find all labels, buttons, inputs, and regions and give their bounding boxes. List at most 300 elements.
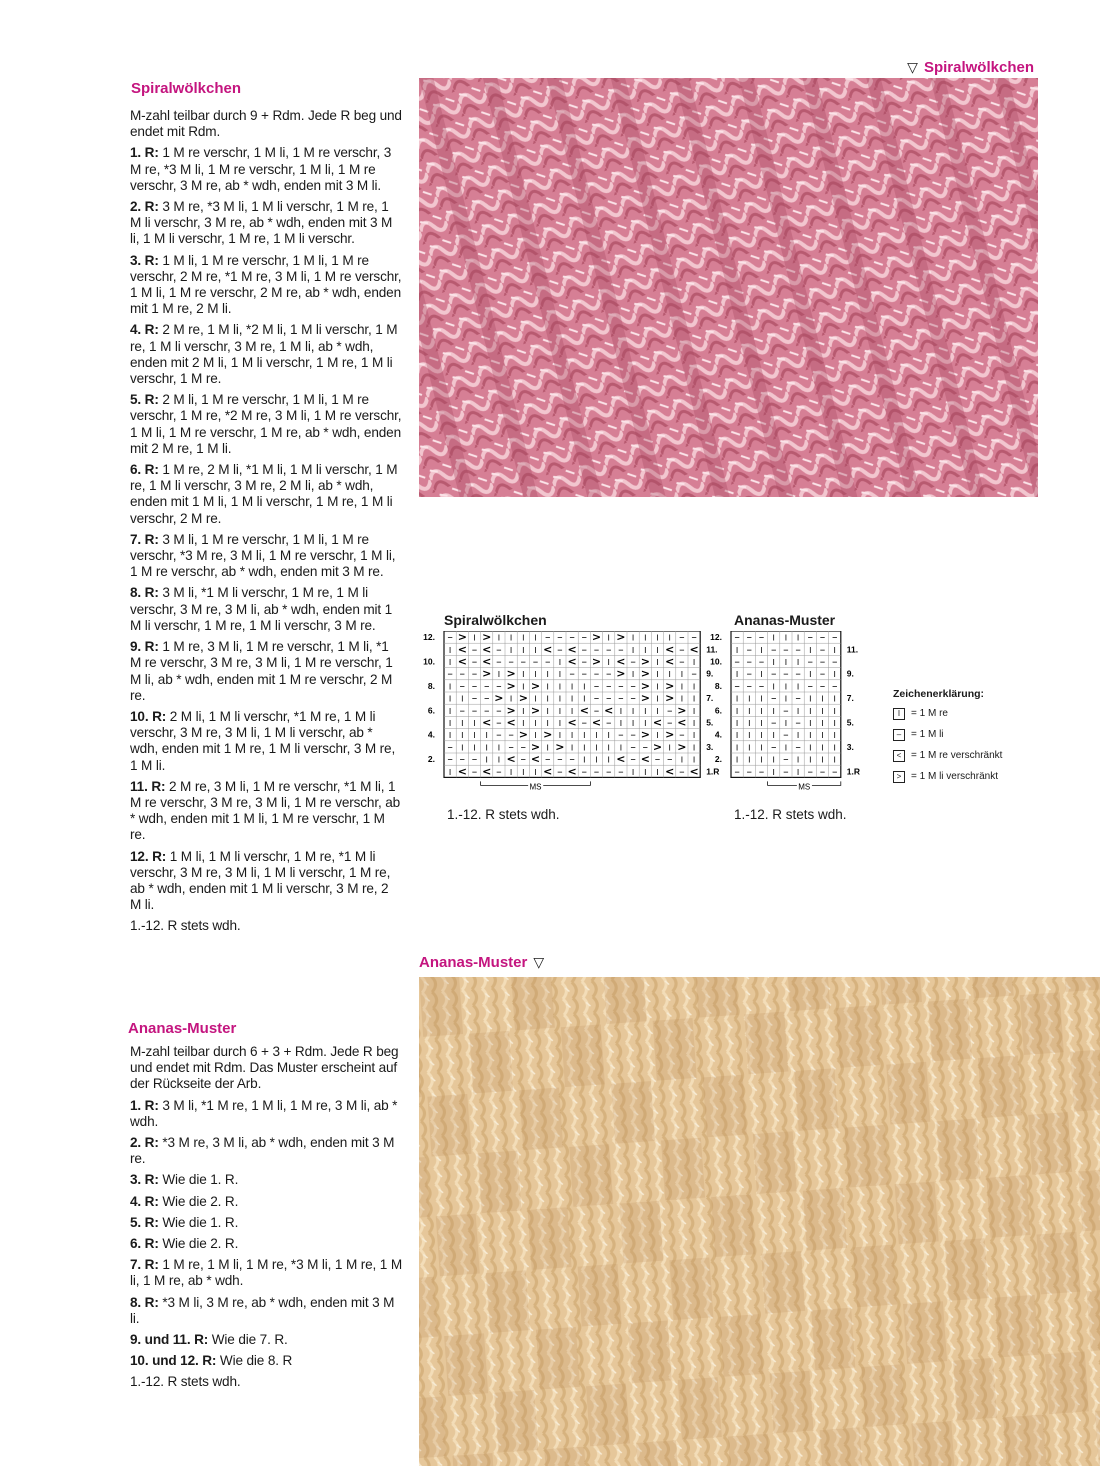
chart-symbol: >	[506, 667, 516, 681]
chart-symbol: –	[605, 679, 612, 693]
chart-symbol: –	[471, 655, 478, 668]
legend-text: = 1 M li	[911, 729, 944, 740]
chart-ananas-title: Ananas-Muster	[734, 612, 836, 628]
chart-symbol: >	[640, 691, 650, 705]
chart-symbol: I	[760, 645, 763, 655]
row-lead: 9. und 11. R:	[130, 1332, 209, 1348]
row-lead: 1. R:	[130, 1097, 159, 1113]
chart-symbol: I	[534, 767, 537, 777]
chart-symbol: –	[581, 631, 588, 644]
chart-symbol: I	[558, 706, 562, 716]
chart-symbol: I	[772, 731, 775, 741]
chart-symbol: I	[656, 670, 659, 680]
legend-item	[893, 766, 1002, 787]
chart-symbol: <	[530, 752, 541, 766]
chart-symbol: >	[640, 679, 650, 693]
chart-symbol: I	[473, 743, 476, 753]
instruction-paragraph	[130, 1236, 402, 1252]
row-lead: 5. R:	[130, 1214, 159, 1230]
row-lead: 6. R:	[130, 462, 159, 478]
chart-symbol: <	[482, 716, 492, 729]
chart-symbol: –	[557, 631, 563, 644]
chart-symbol: <	[677, 716, 687, 729]
chart-symbol: –	[459, 679, 466, 693]
chart-symbol: I	[735, 743, 739, 753]
chart-symbol: –	[783, 728, 789, 742]
chart-symbol: –	[508, 655, 514, 668]
chart-symbol: >	[506, 703, 516, 717]
chart-symbol: I	[497, 633, 501, 643]
chart-symbol: I	[748, 694, 751, 704]
row-text: 2 M re, 1 M li, *2 M li, 1 M li verschr, 1 M re, 1 M li verschr, 3 M re, 1 M li, ab * wdh, enden mit 2 M li, 1 M li verschr, 1 M re, 1 M li verschr, 1 M re.	[130, 322, 398, 387]
chart-symbol: I	[534, 645, 537, 655]
chart-symbol: >	[482, 631, 492, 644]
row-lead: 10. R:	[130, 708, 167, 724]
ms-label: MS	[529, 782, 542, 792]
chart-symbol: <	[665, 642, 675, 656]
row-label-right: 1.R	[846, 766, 861, 777]
chart-symbol: I	[619, 743, 623, 753]
chart-symbol: I	[821, 755, 824, 765]
chart-symbol: I	[735, 645, 739, 655]
chart-symbol: –	[471, 703, 478, 717]
row-label-right: 7.	[846, 693, 854, 704]
chart-symbol: I	[570, 682, 574, 692]
chart-symbol: –	[746, 642, 753, 656]
chart-symbol: I	[735, 706, 739, 716]
spiral-title: Spiralwölkchen	[131, 80, 242, 97]
chart-symbol: –	[758, 764, 765, 778]
chart-symbol: –	[496, 716, 502, 729]
chart-symbol: I	[461, 719, 464, 728]
chart-symbol: <	[543, 642, 553, 656]
chart-symbol: I	[772, 706, 775, 716]
legend-item	[893, 703, 1002, 724]
chart-symbol: –	[544, 655, 551, 668]
instruction-paragraph	[130, 585, 402, 634]
chart-symbol: I	[784, 633, 788, 643]
chart-symbol: I	[796, 633, 800, 643]
chart-symbol: I	[448, 719, 452, 728]
chart-symbol: –	[520, 752, 527, 766]
chart-symbol: –	[831, 655, 838, 668]
chart-symbol: I	[809, 719, 812, 728]
chart-symbol: –	[746, 655, 753, 668]
chart-symbol: <	[506, 716, 516, 729]
chart-symbol: –	[618, 728, 624, 742]
chart-symbol: <	[457, 764, 467, 778]
row-lead: 7. R:	[130, 1257, 159, 1273]
chart-symbol: I	[570, 694, 574, 704]
chart-symbol: I	[448, 706, 452, 716]
chart-symbol: I	[833, 755, 836, 765]
chart-symbol: I	[784, 743, 788, 753]
chart-symbol: I	[607, 633, 610, 643]
chart-symbol: –	[569, 752, 575, 766]
chart-symbol: –	[758, 631, 765, 644]
row-lead: 10. und 12. R:	[130, 1353, 217, 1369]
chart-symbol: –	[532, 655, 539, 668]
row-label-left: 6.	[427, 705, 435, 716]
chart-symbol: –	[557, 764, 563, 778]
chart-symbol: –	[508, 740, 514, 754]
chart-symbol: I	[833, 743, 836, 753]
chart-symbol: I	[497, 755, 501, 765]
ananas-photo-label	[419, 954, 544, 971]
chart-symbol: –	[581, 716, 588, 729]
chart-symbol: –	[831, 679, 838, 693]
chart-symbol: I	[607, 755, 610, 765]
chart-symbol: I	[772, 755, 775, 765]
chart-symbol: –	[520, 740, 527, 754]
instruction-paragraph	[130, 639, 402, 704]
chart-symbol: –	[783, 642, 789, 656]
chart-symbol: I	[656, 682, 659, 692]
row-label-left: 8.	[714, 680, 722, 691]
row-label-left: 8.	[427, 680, 435, 691]
chart-symbol: I	[583, 743, 586, 753]
chart-symbol: I	[534, 731, 537, 741]
chart-symbol: I	[809, 743, 812, 753]
row-lead: 8. R:	[130, 1294, 159, 1310]
chart-symbol: –	[746, 764, 753, 778]
chart-symbol: I	[748, 719, 751, 728]
row-label-right: 11.	[846, 644, 859, 655]
chart-symbol: –	[795, 691, 801, 705]
row-label-right: 5.	[706, 717, 714, 728]
instruction-paragraph	[130, 1295, 402, 1327]
row-text: 2 M li, 1 M li verschr, *1 M re, 1 M li verschr, 3 M re, 3 M li, 1 M li verschr, ab * wdh, enden mit 1 M re, 1 M li verschr, 3 M re, 1 M li.	[130, 708, 396, 773]
chart-symbol: <	[482, 655, 492, 668]
chart-symbol: <	[567, 642, 577, 656]
chart-symbol: I	[809, 706, 812, 716]
chart-symbol: <	[506, 752, 516, 766]
chart-symbol: I	[558, 670, 562, 680]
chart-symbol: I	[796, 731, 800, 741]
chart-symbol: –	[807, 655, 814, 668]
chart-symbol: I	[448, 658, 452, 667]
chart-symbol: –	[819, 764, 826, 778]
chart-symbol: I	[644, 719, 647, 728]
row-label-left: 10.	[710, 656, 722, 667]
instruction-paragraph	[130, 918, 402, 934]
chart-symbol: –	[593, 642, 600, 656]
chart-symbol: >	[518, 728, 528, 742]
chart-symbol: I	[558, 731, 562, 741]
chart-symbol: >	[530, 740, 541, 754]
chart-symbol: I	[760, 743, 763, 753]
chart-symbol: >	[518, 691, 528, 705]
chart-symbol: –	[679, 642, 685, 656]
instruction-paragraph	[130, 1172, 402, 1188]
chart-symbol: <	[457, 642, 467, 656]
chart-symbol: –	[630, 728, 636, 742]
row-label-left: 2.	[714, 754, 722, 765]
row-text: 1.-12. R stets wdh.	[130, 918, 241, 934]
chart-symbol: >	[665, 728, 675, 742]
triangle-icon: ▽	[907, 59, 918, 75]
chart-symbol: I	[784, 682, 788, 692]
chart-symbol: <	[665, 764, 675, 778]
row-lead: 5. R:	[130, 392, 159, 408]
chart-symbol: I	[692, 682, 696, 692]
spiral-instructions	[130, 108, 402, 940]
ananas-photo	[419, 977, 1100, 1466]
row-label-right: 5.	[846, 717, 854, 728]
chart-symbol: –	[807, 764, 814, 778]
instruction-paragraph	[130, 779, 402, 844]
legend-title: Zeichenerklärung	[893, 688, 981, 700]
row-text: 1.-12. R stets wdh.	[130, 1374, 241, 1390]
chart-symbol: I	[534, 633, 537, 643]
chart-symbol: I	[583, 755, 586, 765]
chart-symbol: <	[640, 752, 650, 766]
chart-symbol: –	[746, 667, 753, 681]
row-text: 1 M li, 1 M li verschr, 1 M re, *1 M li verschr, 3 M re, 3 M li, 1 M li verschr, 1 M re, ab * wdh, enden mit 1 M li verschr, 3 M re, 2 M li.	[130, 848, 391, 913]
row-label-left: 12.	[423, 632, 435, 643]
ananas-title: Ananas-Muster	[128, 1020, 237, 1037]
chart-symbol: –	[783, 752, 789, 766]
chart-symbol: >	[677, 740, 687, 754]
row-label-left: 4.	[427, 729, 435, 740]
row-label-right: 7.	[706, 693, 714, 704]
chart-symbol: –	[496, 679, 502, 693]
chart-symbol: –	[471, 679, 478, 693]
chart-symbol: –	[496, 642, 502, 656]
chart-symbol: I	[644, 645, 647, 655]
chart-symbol: I	[534, 670, 537, 680]
chart-symbol: >	[665, 679, 675, 693]
instruction-paragraph	[130, 1257, 402, 1289]
chart-symbol: >	[652, 740, 663, 754]
chart-symbol: I	[809, 755, 812, 765]
chart-symbol: I	[631, 719, 635, 728]
chart-symbol: –	[483, 703, 490, 717]
chart-symbol: –	[679, 728, 685, 742]
chart-symbol: <	[567, 764, 577, 778]
chart-symbol: I	[760, 731, 763, 741]
chart-symbol: I	[522, 767, 525, 777]
chart-symbol: –	[581, 642, 588, 656]
chart-symbol: –	[734, 631, 740, 644]
chart-symbol: I	[735, 670, 739, 680]
chart-symbol: I	[607, 658, 610, 667]
chart-ananas	[707, 631, 869, 806]
legend-symbol: I	[893, 708, 905, 720]
chart-symbol: I	[692, 743, 696, 753]
instruction-paragraph	[130, 709, 402, 774]
chart-symbol: –	[691, 631, 697, 644]
instruction-paragraph	[130, 322, 402, 387]
chart-symbol: >	[591, 655, 602, 668]
row-lead: 9. R:	[130, 639, 159, 655]
chart-symbol: –	[734, 655, 740, 668]
chart-spiral-title: Spiralwölkchen	[444, 612, 547, 628]
chart-symbol: I	[680, 682, 684, 692]
chart-symbol: –	[605, 716, 612, 729]
chart-symbol: <	[567, 655, 577, 668]
chart-symbol: I	[534, 719, 537, 728]
chart-symbol: >	[530, 679, 541, 693]
chart-symbol: I	[735, 755, 739, 765]
instruction-paragraph	[130, 108, 402, 140]
chart-symbol: –	[654, 752, 661, 766]
chart-symbol: I	[522, 670, 525, 680]
chart-symbol: I	[546, 706, 549, 716]
row-text: 3 M li, 1 M re verschr, 1 M li, 1 M re verschr, *3 M re, 3 M li, 1 M re verschr, 1 M li, 1 M re verschr, ab * wdh, enden mit 3 M re.	[130, 531, 396, 580]
row-text: 1 M re, 1 M li, 1 M re, *3 M li, 1 M re, 1 M li, 1 M re, ab * wdh.	[130, 1257, 402, 1289]
chart-symbol: –	[734, 764, 740, 778]
chart-symbol: >	[494, 691, 504, 705]
chart-symbol: –	[630, 691, 636, 705]
chart-symbol: –	[618, 691, 624, 705]
chart-symbol: –	[831, 631, 838, 644]
chart-symbol: <	[567, 716, 577, 729]
chart-symbol: –	[459, 703, 466, 717]
chart-symbol: –	[734, 679, 740, 693]
chart-symbol: I	[668, 743, 671, 753]
chart-symbol: –	[679, 764, 685, 778]
chart-symbol: –	[593, 691, 600, 705]
row-lead: 6. R:	[130, 1236, 159, 1252]
chart-symbol: I	[796, 658, 800, 667]
chart-symbol: –	[795, 716, 801, 729]
chart-symbol: I	[809, 694, 812, 704]
chart-symbol: I	[821, 731, 824, 741]
legend-text: = 1 M re	[911, 708, 948, 719]
chart-symbol: I	[833, 731, 836, 741]
legend-symbol: –	[893, 729, 905, 741]
chart-symbol: –	[783, 764, 789, 778]
legend-item	[893, 745, 1002, 766]
chart-symbol: –	[666, 716, 673, 729]
chart-symbol: I	[692, 706, 696, 716]
row-label-right: 9.	[706, 668, 714, 679]
chart-symbol: –	[795, 667, 801, 681]
chart-symbol: –	[593, 703, 600, 717]
chart-symbol: –	[630, 752, 636, 766]
legend-text: = 1 M li verschränkt	[911, 771, 998, 782]
instruction-paragraph	[130, 199, 402, 248]
chart-symbol: I	[668, 670, 671, 680]
row-lead: 3. R:	[130, 1172, 159, 1188]
chart-symbol: I	[509, 645, 513, 655]
row-label-right: 1.R	[706, 766, 720, 777]
row-label-right: 9.	[846, 668, 854, 679]
chart-symbol: –	[770, 716, 777, 729]
chart-symbol: –	[471, 667, 478, 681]
chart-symbol: <	[689, 764, 699, 778]
row-text: Wie die 2. R.	[158, 1236, 239, 1252]
chart-symbol: –	[795, 740, 801, 754]
chart-symbol: –	[557, 752, 563, 766]
chart-symbol: >	[506, 679, 516, 693]
chart-symbol: I	[448, 694, 452, 704]
chart-symbol: >	[616, 631, 626, 644]
row-lead: 7. R:	[130, 531, 159, 547]
chart-symbol: I	[558, 694, 562, 704]
chart-symbol: I	[607, 731, 610, 741]
chart-symbol: I	[760, 694, 763, 704]
row-text: 3 M re, *3 M li, 1 M li verschr, 1 M re, 1 M li verschr, 3 M re, ab * wdh, enden mit 3 M li, 1 M li verschr, 1 M re, 1 M li verschr.	[130, 199, 393, 247]
chart-symbol: I	[583, 682, 586, 692]
chart-symbol: I	[546, 743, 549, 753]
chart-symbol: –	[783, 667, 789, 681]
row-text: 2 M li, 1 M re verschr, 1 M li, 1 M re verschr, 1 M re, *2 M re, 3 M li, 1 M re verschr, 1 M li, 1 M re verschr, 1 M re, ab * wdh, enden mit 2 M re, 1 M li.	[130, 392, 402, 456]
legend-symbol: >	[893, 771, 905, 783]
chart-symbol: I	[522, 706, 525, 716]
chart-symbol: I	[558, 658, 562, 667]
chart-symbol: –	[605, 691, 612, 705]
chart-symbol: –	[569, 667, 575, 681]
chart-symbol: I	[522, 633, 525, 643]
chart-symbol: –	[691, 667, 697, 681]
chart-symbol: I	[644, 767, 647, 777]
chart-symbol: –	[471, 752, 478, 766]
chart-symbol: I	[784, 694, 788, 704]
chart-symbol: –	[807, 631, 814, 644]
chart-symbol: –	[471, 691, 478, 705]
chart-symbol: –	[605, 764, 612, 778]
chart-spiral-caption: 1.-12. R stets wdh.	[447, 807, 560, 822]
chart-symbol: –	[819, 655, 826, 668]
chart-symbol: I	[735, 694, 739, 704]
row-label-left: 6.	[714, 705, 722, 716]
row-lead: 8. R:	[130, 585, 159, 601]
chart-symbol: I	[522, 645, 525, 655]
chart-symbol: I	[522, 682, 525, 692]
chart-symbol: –	[630, 740, 636, 754]
chart-symbol: I	[631, 645, 635, 655]
chart-symbol: <	[543, 764, 553, 778]
chart-symbol: I	[656, 633, 659, 643]
chart-symbol: >	[665, 691, 675, 705]
instruction-paragraph	[130, 1135, 402, 1167]
chart-symbol: >	[457, 631, 467, 644]
chart-symbol: I	[692, 755, 696, 765]
chart-symbol: –	[746, 679, 753, 693]
row-text: 1 M li, 1 M re verschr, 1 M li, 1 M re verschr, 2 M re, *1 M re, 3 M li, 1 M re verschr, 1 M li, 1 M re verschr, 2 M re, ab * wdh, enden mit 1 M re, 2 M li.	[130, 252, 402, 317]
chart-symbol: –	[679, 631, 685, 644]
chart-symbol: <	[482, 764, 492, 778]
row-label-left: 4.	[714, 729, 722, 740]
instruction-paragraph	[130, 1194, 402, 1210]
chart-symbol: <	[689, 642, 699, 656]
chart-symbol: <	[616, 752, 626, 766]
chart-symbol: I	[595, 743, 598, 753]
chart-symbol: >	[616, 667, 626, 681]
chart-symbol: I	[821, 743, 824, 753]
chart-symbol: –	[783, 703, 789, 717]
chart-symbol: –	[581, 655, 588, 668]
chart-symbol: –	[630, 679, 636, 693]
chart-symbol: –	[642, 740, 649, 754]
chart-symbol: –	[605, 642, 612, 656]
chart-symbol: I	[546, 694, 549, 704]
chart-symbol: I	[595, 755, 598, 765]
legend-symbol: <	[893, 750, 905, 762]
chart-symbol: –	[819, 679, 826, 693]
chart-symbol: I	[760, 670, 763, 680]
chart-symbol: I	[760, 706, 763, 716]
chart-symbol: I	[760, 755, 763, 765]
instruction-paragraph	[130, 1098, 402, 1130]
instruction-paragraph	[130, 1353, 402, 1369]
row-text: 1 M re, 3 M li, 1 M re verschr, 1 M li, *1 M re verschr, 3 M re, 3 M li, 1 M re verschr, 1 M li, ab * wdh, enden mit 1 M re verschr, 2 M re.	[130, 639, 393, 703]
chart-symbol: –	[447, 631, 453, 644]
chart-symbol: I	[833, 694, 836, 704]
chart-symbol: I	[692, 658, 696, 667]
